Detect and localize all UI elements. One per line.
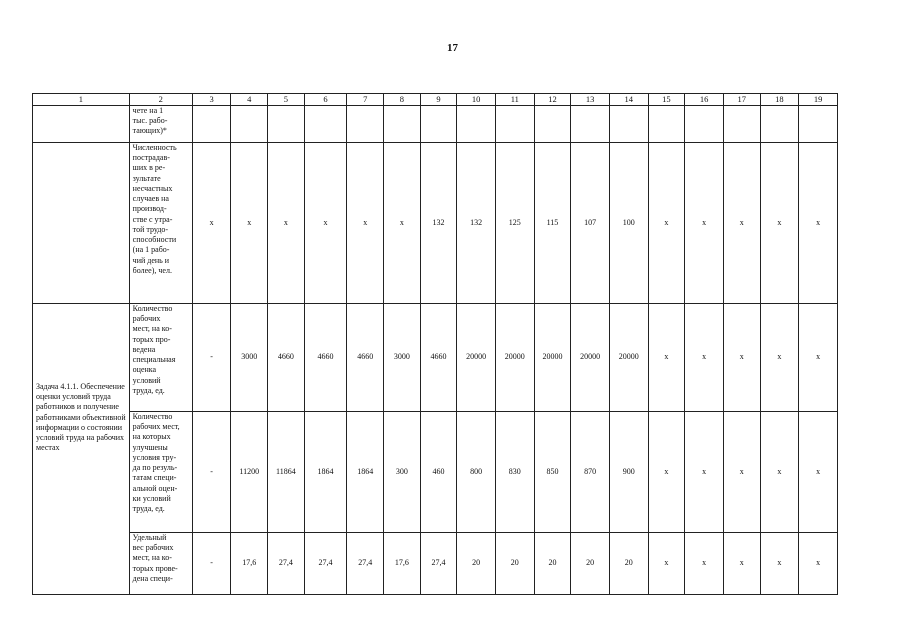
- value-cell: 20: [495, 533, 534, 595]
- value-cell: [304, 106, 347, 143]
- value-cell: х: [799, 533, 838, 595]
- value-cell: х: [760, 412, 799, 533]
- value-cell: [347, 106, 384, 143]
- value-cell: х: [685, 304, 724, 412]
- indicator-cell: [129, 143, 192, 304]
- value-cell: х: [723, 304, 760, 412]
- value-cell: 3000: [231, 304, 268, 412]
- value-cell: [495, 106, 534, 143]
- value-cell: 20000: [571, 304, 610, 412]
- value-cell: [231, 106, 268, 143]
- column-header: 6: [304, 94, 347, 106]
- value-cell: 20000: [609, 304, 648, 412]
- column-header: 15: [648, 94, 685, 106]
- value-cell: [685, 106, 724, 143]
- value-cell: -: [192, 412, 231, 533]
- value-cell: [648, 106, 685, 143]
- value-cell: х: [347, 143, 384, 304]
- indicator-cell: [129, 533, 192, 595]
- value-cell: [384, 106, 421, 143]
- table-row: [33, 412, 838, 533]
- column-header: 11: [495, 94, 534, 106]
- empty-cell: [33, 143, 130, 304]
- value-cell: 20000: [534, 304, 571, 412]
- indicator-text: Численность пострадав- ших в ре- зультате несчастных случаев на производ- стве с утра- той трудо- способности (на 1 рабо- чий день и более), чел.: [132, 143, 177, 275]
- table-row: [33, 304, 838, 412]
- value-cell: [534, 106, 571, 143]
- value-cell: х: [685, 533, 724, 595]
- value-cell: 11864: [268, 412, 305, 533]
- value-cell: 27,4: [347, 533, 384, 595]
- value-cell: х: [192, 143, 231, 304]
- value-cell: 870: [571, 412, 610, 533]
- value-cell: х: [268, 143, 305, 304]
- column-header: 18: [760, 94, 799, 106]
- value-cell: х: [304, 143, 347, 304]
- column-header: 4: [231, 94, 268, 106]
- table-row: [33, 143, 838, 304]
- value-cell: х: [723, 143, 760, 304]
- value-cell: х: [384, 143, 421, 304]
- column-header: 12: [534, 94, 571, 106]
- indicator-cell: [129, 304, 192, 412]
- value-cell: х: [723, 412, 760, 533]
- value-cell: х: [648, 533, 685, 595]
- value-cell: 125: [495, 143, 534, 304]
- value-cell: [609, 106, 648, 143]
- value-cell: -: [192, 533, 231, 595]
- value-cell: 20: [457, 533, 496, 595]
- indicator-text: Количество рабочих мест, на ко- торых про- ведена специальная оценка условий труда, ед.: [132, 304, 176, 395]
- value-cell: 1864: [347, 412, 384, 533]
- value-cell: -: [192, 304, 231, 412]
- value-cell: 900: [609, 412, 648, 533]
- value-cell: [420, 106, 457, 143]
- value-cell: 4660: [268, 304, 305, 412]
- value-cell: 850: [534, 412, 571, 533]
- value-cell: 20000: [495, 304, 534, 412]
- table-row: [33, 106, 838, 143]
- value-cell: 20000: [457, 304, 496, 412]
- value-cell: [457, 106, 496, 143]
- column-header: 19: [799, 94, 838, 106]
- value-cell: х: [760, 533, 799, 595]
- column-header: 16: [685, 94, 724, 106]
- value-cell: 20: [609, 533, 648, 595]
- value-cell: [760, 106, 799, 143]
- value-cell: 3000: [384, 304, 421, 412]
- column-header: 5: [268, 94, 305, 106]
- indicator-text: Удельный вес рабочих мест, на ко- торых прове- дена специ-: [132, 533, 178, 583]
- value-cell: 115: [534, 143, 571, 304]
- value-cell: 800: [457, 412, 496, 533]
- value-cell: [268, 106, 305, 143]
- value-cell: х: [799, 412, 838, 533]
- column-header: 17: [723, 94, 760, 106]
- data-table: [32, 93, 838, 595]
- value-cell: 100: [609, 143, 648, 304]
- table-row: [33, 533, 838, 595]
- column-header: 9: [420, 94, 457, 106]
- value-cell: [192, 106, 231, 143]
- value-cell: х: [648, 412, 685, 533]
- value-cell: [723, 106, 760, 143]
- empty-cell: [33, 106, 130, 143]
- indicator-text: Количество рабочих мест, на которых улучшены условия тру- да по резуль- татам специ- альной оцен- ки условий труда, ед.: [132, 412, 180, 514]
- value-cell: 17,6: [231, 533, 268, 595]
- value-cell: 27,4: [420, 533, 457, 595]
- column-header: 14: [609, 94, 648, 106]
- value-cell: х: [723, 533, 760, 595]
- value-cell: х: [648, 304, 685, 412]
- value-cell: 132: [457, 143, 496, 304]
- value-cell: 1864: [304, 412, 347, 533]
- value-cell: 27,4: [304, 533, 347, 595]
- value-cell: 300: [384, 412, 421, 533]
- column-header: 2: [129, 94, 192, 106]
- indicator-cell: [129, 412, 192, 533]
- value-cell: х: [760, 143, 799, 304]
- value-cell: 4660: [420, 304, 457, 412]
- value-cell: 17,6: [384, 533, 421, 595]
- column-number-row: [33, 94, 838, 106]
- task-cell: Задача 4.1.1. Обеспечение оценки условий труда работников и получение работниками объективной информации о состоянии условий труда на рабочих местах: [33, 304, 130, 595]
- column-header: 8: [384, 94, 421, 106]
- value-cell: 132: [420, 143, 457, 304]
- page-number: 17: [447, 42, 458, 54]
- column-header: 13: [571, 94, 610, 106]
- value-cell: 107: [571, 143, 610, 304]
- value-cell: 20: [571, 533, 610, 595]
- column-header: 7: [347, 94, 384, 106]
- value-cell: 20: [534, 533, 571, 595]
- value-cell: [571, 106, 610, 143]
- value-cell: х: [648, 143, 685, 304]
- indicator-text: чете на 1 тыс. рабо- тающих)*: [132, 106, 168, 136]
- value-cell: х: [685, 412, 724, 533]
- value-cell: 4660: [304, 304, 347, 412]
- value-cell: х: [231, 143, 268, 304]
- value-cell: 4660: [347, 304, 384, 412]
- column-header: 1: [33, 94, 130, 106]
- value-cell: 460: [420, 412, 457, 533]
- column-header: 3: [192, 94, 231, 106]
- value-cell: х: [799, 304, 838, 412]
- value-cell: 830: [495, 412, 534, 533]
- value-cell: х: [685, 143, 724, 304]
- indicator-cell: [129, 106, 192, 143]
- value-cell: х: [799, 143, 838, 304]
- column-header: 10: [457, 94, 496, 106]
- value-cell: [799, 106, 838, 143]
- value-cell: х: [760, 304, 799, 412]
- value-cell: 11200: [231, 412, 268, 533]
- value-cell: 27,4: [268, 533, 305, 595]
